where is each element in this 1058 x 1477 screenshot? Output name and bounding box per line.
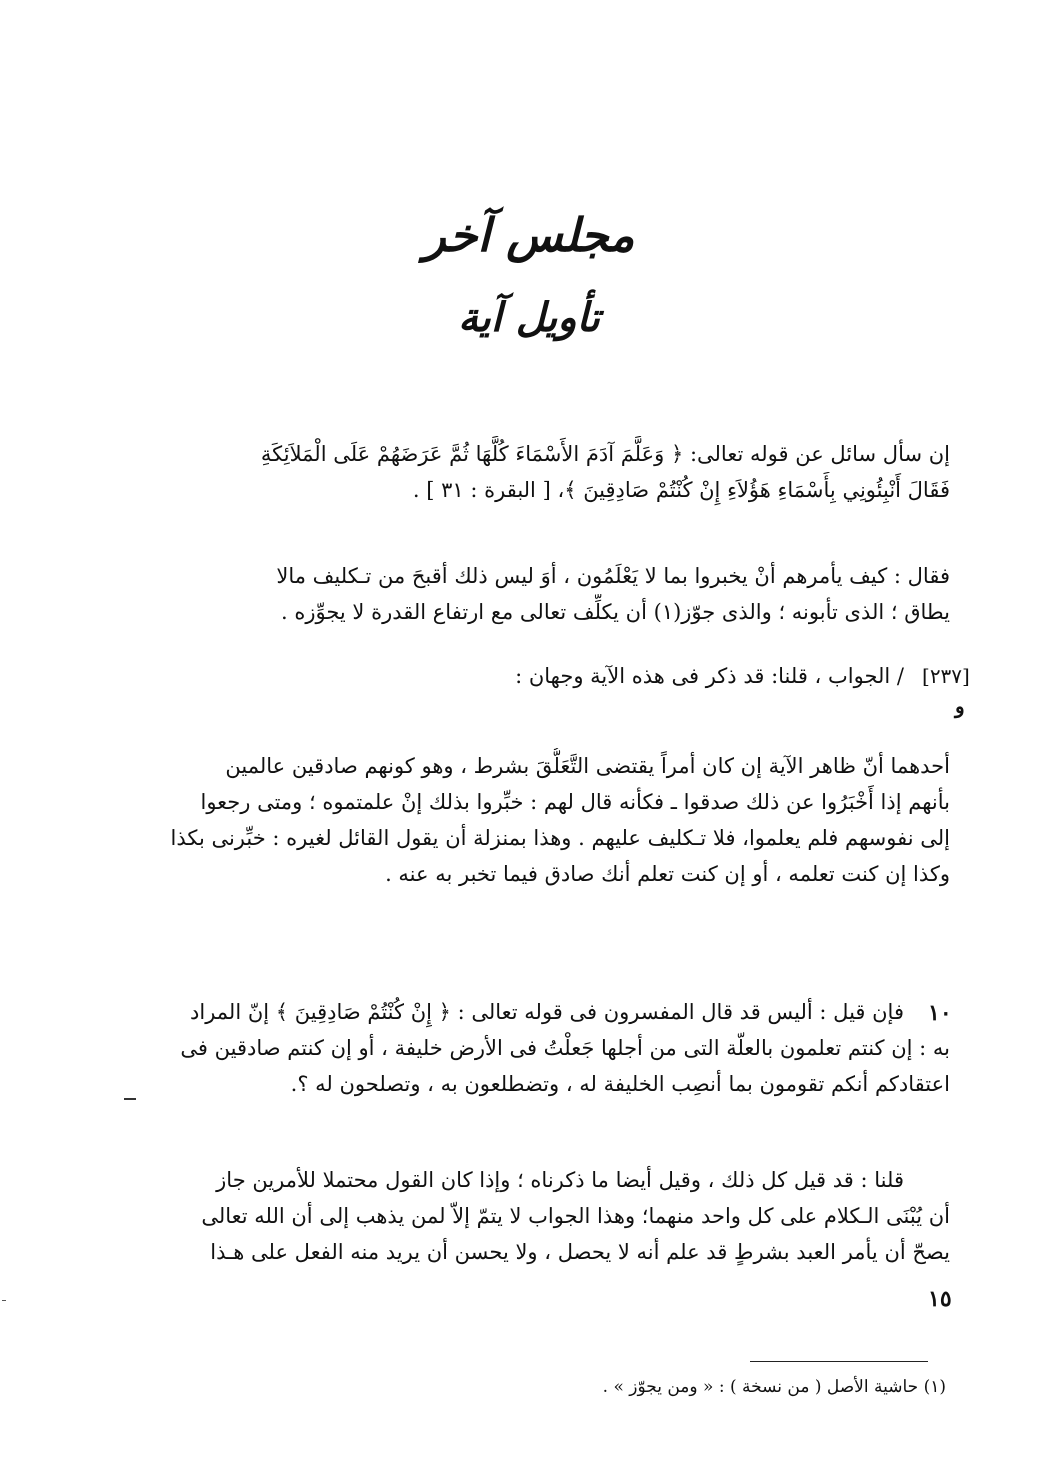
footnote: (١) حاشية الأصل ( من نسخة ) : « ومن يجوّز » . — [602, 1377, 946, 1397]
chapter-title: مجلس آخر — [423, 208, 635, 262]
footnote-divider — [750, 1361, 928, 1362]
text-line: إن سأل سائل عن قوله تعالى: ﴿ وَعَلَّمَ آدَمَ الأَسْمَاءَ كُلَّهَا ثُمَّ عَرَضَهُمْ عَلَى الْمَلاَئِكَةِ — [260, 442, 950, 466]
scan-mark — [2, 1300, 6, 1301]
paragraph-answer-intro — [110, 658, 950, 694]
text-line: فَقَالَ أَنْبِئُونِي بِأَسْمَاءِ هَؤُلاَءِ إِنْ كُنْتُمْ صَادِقِينَ ﴾، [ البقرة : ٣١ ] . — [412, 478, 950, 502]
paragraph-first-answer — [110, 748, 950, 892]
chapter-heading — [0, 200, 1058, 348]
text-line: فقال : كيف يأمرهم أنْ يخبروا بما لا يَعْلَمُون ، أوَ ليس ذلك أقبحَ من تـكليف مالا — [276, 564, 950, 588]
text-line: أحدهما أنّ ظاهر الآية إن كان أمراً يقتضى التَّعَلُّقَ بشرط ، وهو كونهم صادقين عالمين — [225, 754, 950, 778]
paragraph-reply — [110, 1162, 950, 1270]
text-line: اعتقادكم أنكم تقومون بما أنصِب الخليفة له ، وتضطلعون به ، وتصلحون له ؟. — [290, 1072, 950, 1096]
paragraph-question — [110, 436, 950, 508]
text-line: أن يُبْنَى الـكلام على كل واحد منهما؛ وهذا الجواب لا يتمّ إلاّ لمن يذهب إلى أن الله تعالى — [201, 1204, 950, 1228]
page-reference: [٢٣٧] — [922, 664, 970, 688]
text-line: به : إن كنتم تعلمون بالعلّة التى من أجلها جَعلْتُ فى الأرض خليفة ، أو إن كنتم صادقين فى — [180, 1036, 950, 1060]
line-number-15: ١٥ — [928, 1286, 952, 1312]
text-line: / الجواب ، قلنا: قد ذكر فى هذه الآية وجهان : — [515, 664, 904, 688]
text-line: قلنا : قد قيل كل ذلك ، وقيل أيضا ما ذكرناه ؛ وإذا كان القول محتملا للأمرين جاز — [216, 1168, 904, 1192]
text-line: إلى نفوسهم فلم يعلموا، فلا تـكليف عليهم . وهذا بمنزلة أن يقول القائل لغيره : خبِّرنى بكذا — [170, 826, 950, 850]
text-line: وكذا إن كنت تعلمه ، أو إن كنت تعلم أنك صادق فيما تخبر به عنه . — [385, 862, 950, 886]
text-line: بأنهم إذا أَخْبَرُوا عن ذلك صدقوا ـ فكأنه قال لهم : خبِّروا بذلك إنْ علمتموه ؛ ومتى رجعوا — [200, 790, 950, 814]
margin-dash — [124, 1098, 136, 1100]
text-line: يطاق ؛ الذى تأبونه ؛ والذى جوّز(١) أن يكلِّف تعالى مع ارتفاع القدرة لا يجوِّزه . — [281, 600, 950, 624]
paragraph-objection — [110, 558, 950, 630]
line-number-10: ١٠ — [928, 1000, 952, 1026]
text-line: يصحّ أن يأمر العبد بشرطٍ قد علم أنه لا يحصل ، ولا يحسن أن يريد منه الفعل على هـذا — [210, 1240, 950, 1264]
page-side-marker: و — [955, 694, 965, 718]
chapter-subtitle: تأويل آية — [458, 294, 600, 341]
text-line: فإن قيل : أليس قد قال المفسرون فى قوله تعالى : ﴿ إِنْ كُنْتُمْ صَادِقِينَ ﴾ إنّ المراد — [190, 1000, 904, 1024]
paragraph-second-objection — [110, 994, 950, 1102]
